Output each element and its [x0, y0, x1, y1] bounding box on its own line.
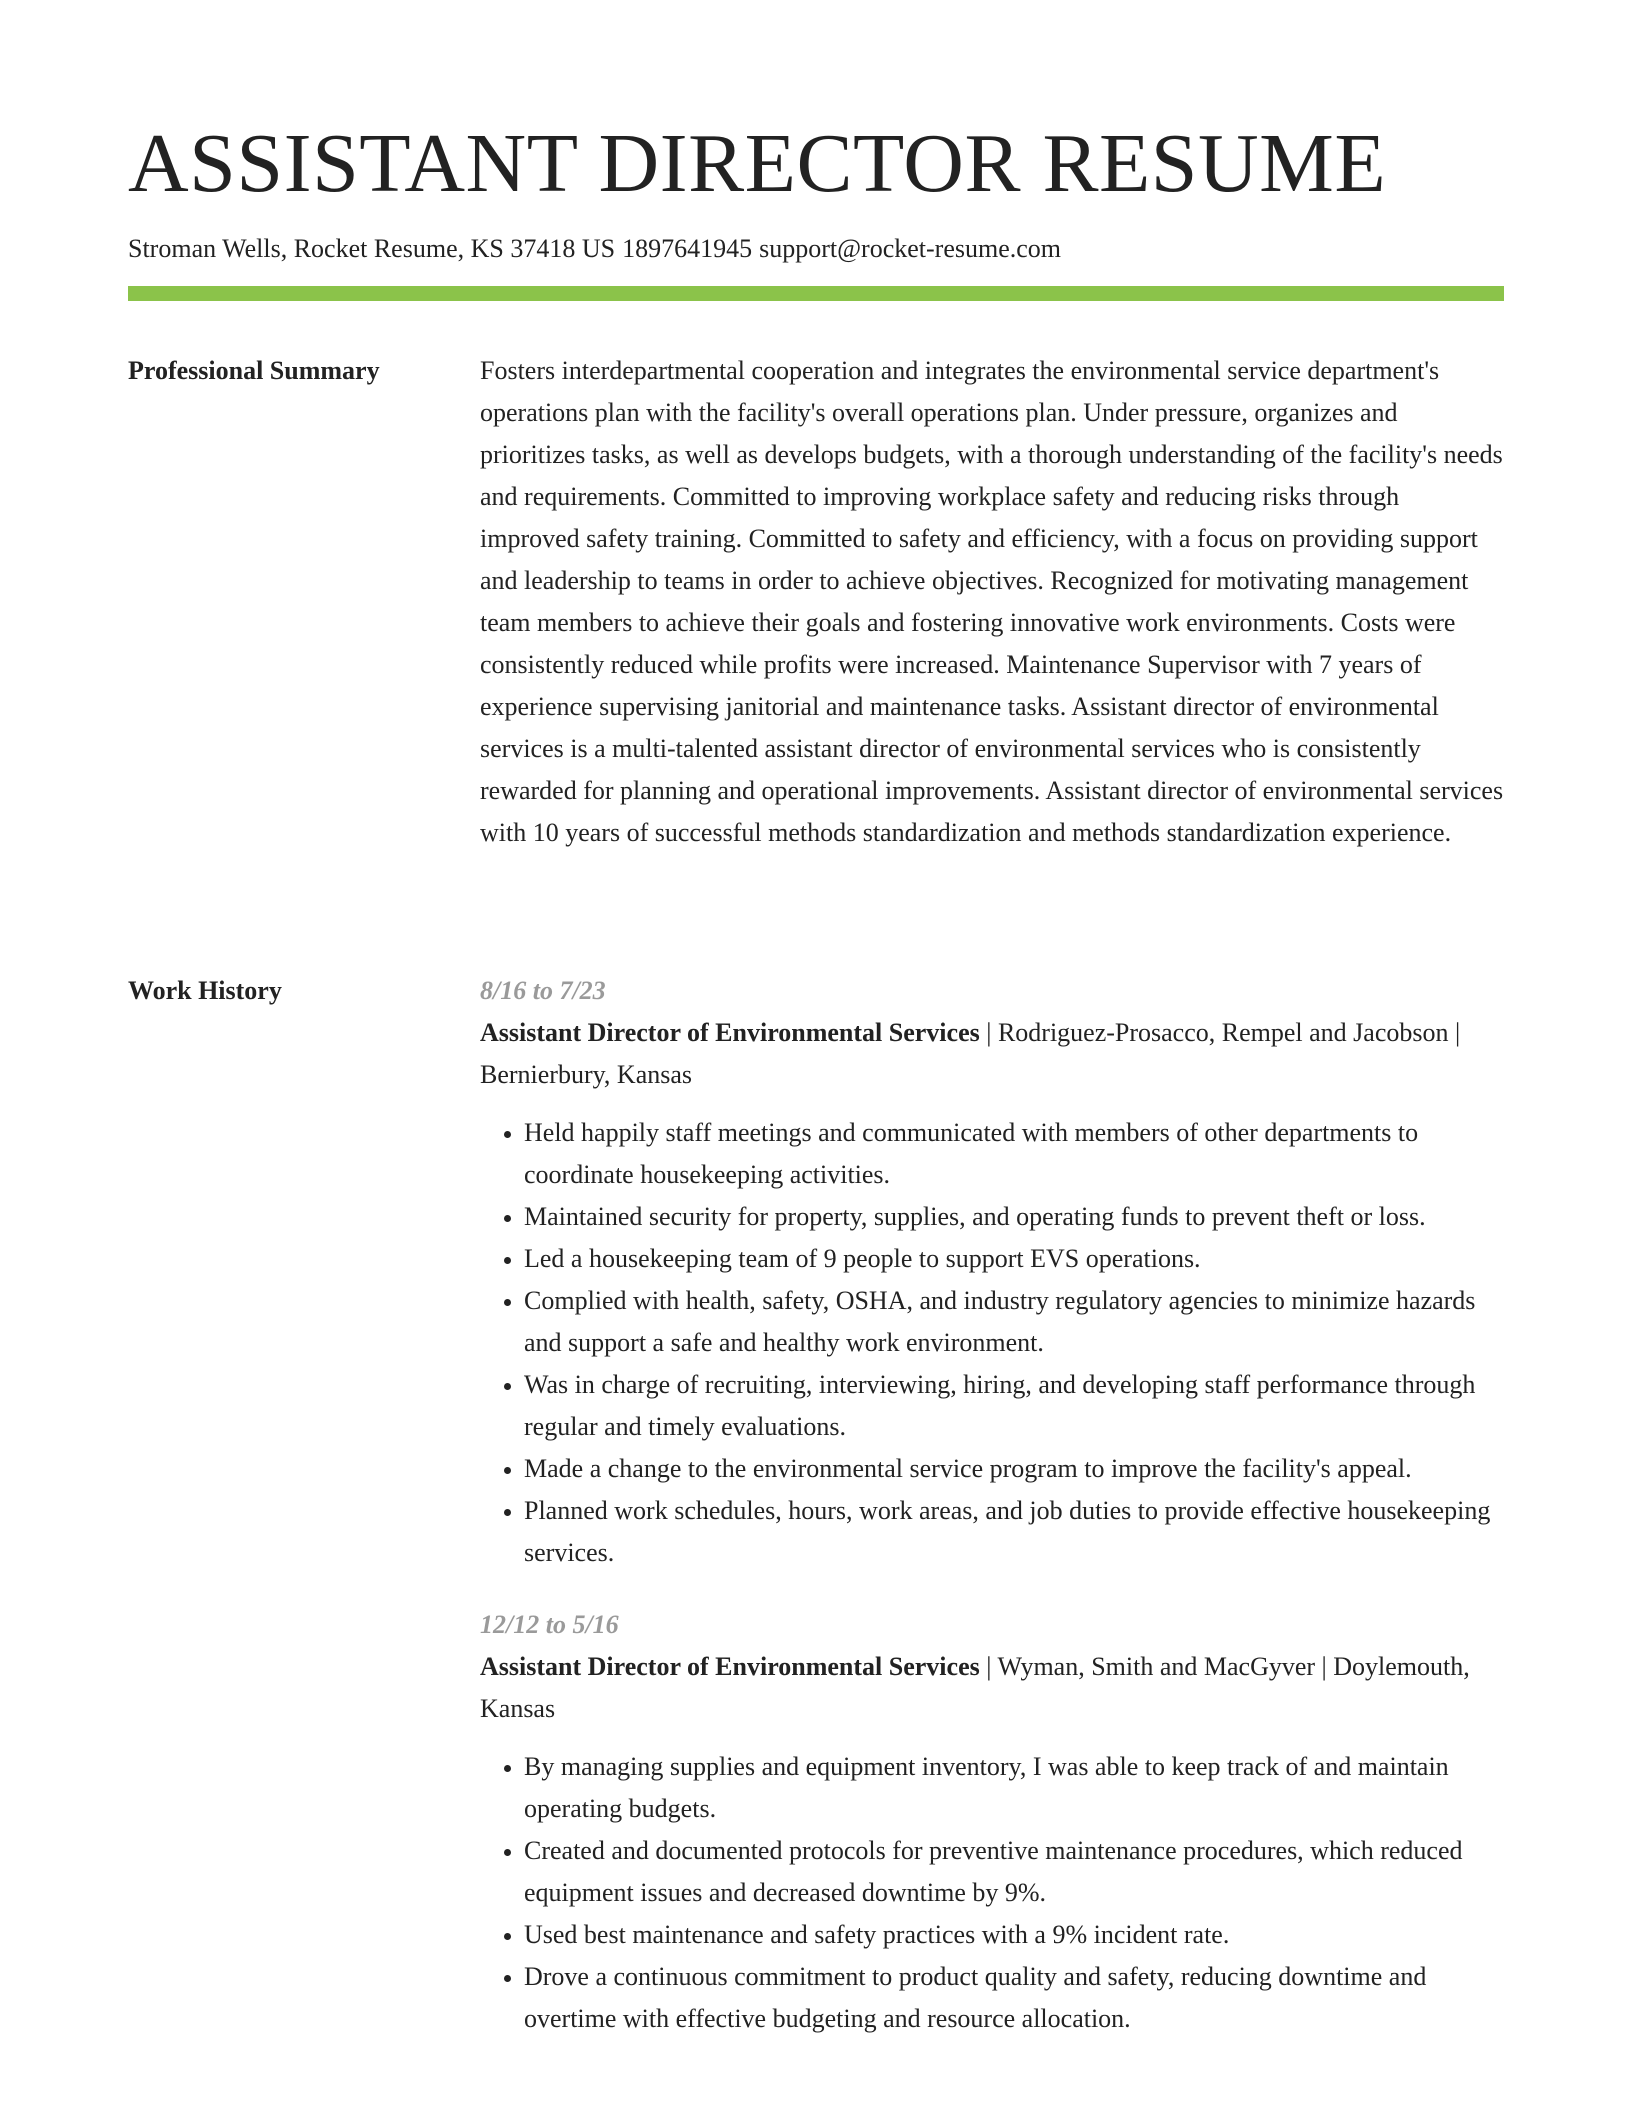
job-company-location: | Rodriguez-Prosacco, Rempel and Jacobson | Bernierbury, Kansas	[480, 1018, 1461, 1089]
job-bullet: • Was in charge of recruiting, interviewing, hiring, and developing staff performance through regular and timely evaluations.	[524, 1364, 1504, 1448]
job-bullet: • Made a change to the environmental service program to improve the facility's appeal.	[524, 1448, 1504, 1490]
job-heading	[480, 1646, 1504, 1730]
professional-summary-body	[480, 350, 1504, 854]
contact-phone: 1897641945	[622, 234, 753, 263]
header-accent-rule	[128, 286, 1504, 301]
job-bullet: • Maintained security for property, supplies, and operating funds to prevent theft or loss.	[524, 1196, 1504, 1238]
job-bullet-list	[480, 1746, 1504, 2040]
job-bullet: • Complied with health, safety, OSHA, and industry regulatory agencies to minimize hazards and support a safe and healthy work environment.	[524, 1280, 1504, 1364]
job-title: Assistant Director of Environmental Services	[480, 1652, 980, 1681]
job-bullet: • Held happily staff meetings and communicated with members of other departments to coordinate housekeeping activities.	[524, 1112, 1504, 1196]
job-heading	[480, 1012, 1504, 1096]
job-bullet: • Used best maintenance and safety practices with a 9% incident rate.	[524, 1914, 1504, 1956]
contact-email: support@rocket-resume.com	[759, 234, 1062, 263]
job-dates: 8/16 to 7/23	[480, 976, 606, 1005]
section-label-work-history: Work History	[128, 976, 282, 1005]
job-entry	[480, 1604, 1504, 2040]
job-bullet: • Drove a continuous commitment to product quality and safety, reducing downtime and overtime with effective budgeting and resource allocation.	[524, 1956, 1504, 2040]
summary-text: Fosters interdepartmental cooperation and integrates the environmental service department's operations plan with the facility's overall operations plan. Under pressure, organizes and prioritizes tasks, as well as develops budgets, with a thorough understanding of the facility's needs and requirements. Committed to improving workplace safety and reducing risks through improved safety training. Committed to safety and efficiency, with a focus on providing support and leadership to teams in order to achieve objectives. Recognized for motivating management team members to achieve their goals and fostering innovative work environments. Costs were consistently reduced while profits were increased. Maintenance Supervisor with 7 years of experience supervising janitorial and maintenance tasks. Assistant director of environmental services is a multi-talented assistant director of environmental services who is consistently rewarded for planning and operational improvements. Assistant director of environmental services with 10 years of successful methods standardization and methods standardization experience.	[480, 356, 1504, 847]
job-bullet: • Planned work schedules, hours, work areas, and job duties to provide effective housekeeping services.	[524, 1490, 1504, 1574]
job-bullet-list	[480, 1112, 1504, 1574]
resume-title: ASSISTANT DIRECTOR RESUME	[128, 117, 1387, 210]
job-dates: 12/12 to 5/16	[480, 1610, 619, 1639]
job-bullet: • Created and documented protocols for preventive maintenance procedures, which reduced equipment issues and decreased downtime by 9%.	[524, 1830, 1504, 1914]
work-history-body	[480, 970, 1504, 2070]
section-label-professional-summary: Professional Summary	[128, 356, 380, 385]
job-bullet: • By managing supplies and equipment inventory, I was able to keep track of and maintain operating budgets.	[524, 1746, 1504, 1830]
contact-line	[128, 232, 1061, 266]
job-title: Assistant Director of Environmental Services	[480, 1018, 980, 1047]
job-bullet: • Led a housekeeping team of 9 people to support EVS operations.	[524, 1238, 1504, 1280]
contact-address: Stroman Wells, Rocket Resume, KS 37418 US	[128, 234, 616, 263]
job-entry	[480, 970, 1504, 1574]
job-company-location: | Wyman, Smith and MacGyver | Doylemouth, Kansas	[480, 1652, 1470, 1723]
